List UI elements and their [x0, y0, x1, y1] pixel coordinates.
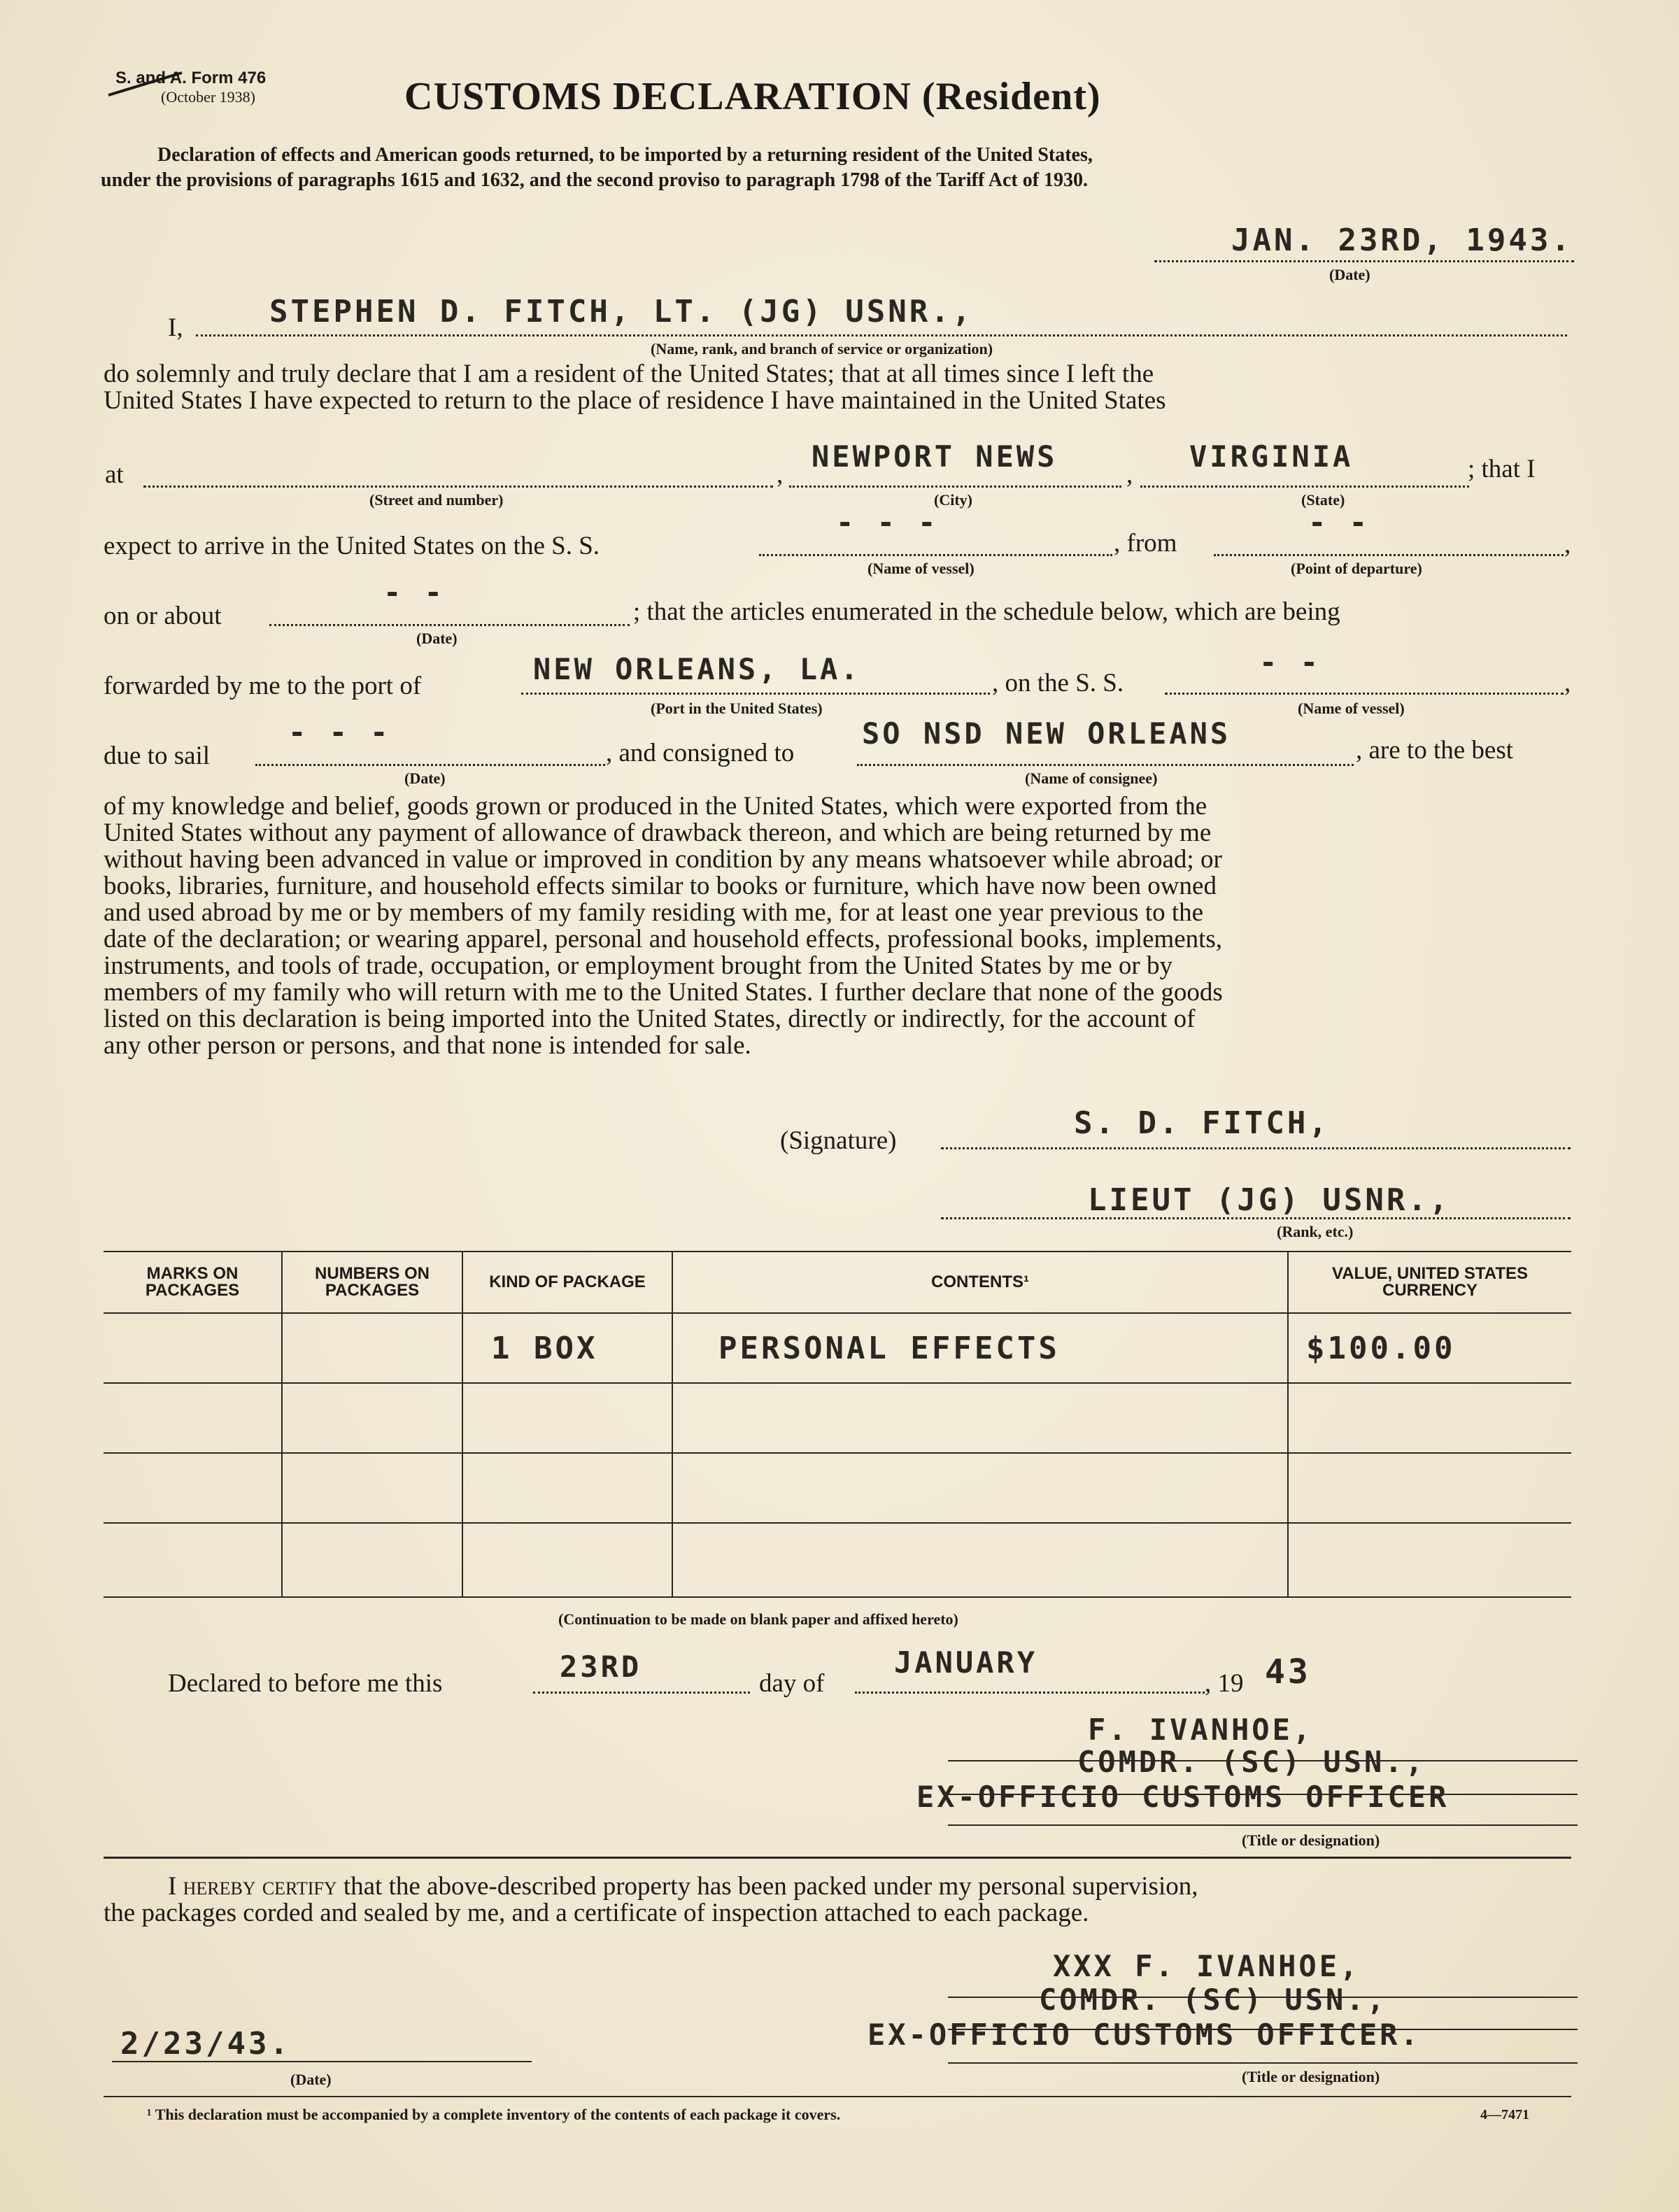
paragraph-line: listed on this declaration is being imported into the United States, directly or indirectly, for the account of — [104, 1005, 1196, 1033]
officer2-line1: XXX F. IVANHOE, — [1053, 1949, 1361, 1983]
paragraph-line: without having been advanced in value or improved in condition by any means whatsoever while abroad; or — [104, 845, 1222, 874]
paragraph-line: United States without any payment of allowance of drawback thereon, and which are being returned by me — [104, 818, 1212, 847]
city-underline — [789, 485, 1121, 488]
day-underline — [533, 1692, 750, 1694]
subtitle-line2: under the provisions of paragraphs 1615 and 1632, and the second proviso to paragraph 1798 of the Tariff Act of 1930. — [101, 169, 1089, 191]
state-caption: (State) — [1301, 491, 1345, 509]
header-contents: CONTENTS¹ — [672, 1252, 1288, 1313]
about-underline — [269, 624, 630, 626]
sail-label: due to sail — [104, 742, 211, 770]
street-underline — [143, 485, 773, 488]
row-numbers — [282, 1453, 462, 1523]
rank-underline — [941, 1217, 1571, 1219]
row-contents — [672, 1453, 1288, 1523]
row-numbers — [282, 1383, 462, 1453]
rank-caption: (Rank, etc.) — [1277, 1223, 1354, 1240]
officer1-line1: F. IVANHOE, — [1088, 1713, 1314, 1747]
row-value — [1288, 1453, 1571, 1523]
section-divider — [104, 1857, 1571, 1859]
certification-date-caption: (Date) — [290, 2071, 332, 2088]
cert-date-underline — [112, 2061, 532, 2062]
name-underline — [196, 334, 1567, 336]
row-kind — [462, 1383, 672, 1453]
comma-sep: , — [777, 460, 784, 489]
ss-value: - - — [1259, 645, 1321, 679]
ss-underline — [1165, 693, 1564, 695]
declared-month-value: JANUARY — [894, 1645, 1038, 1680]
header-value: VALUE, UNITED STATES CURRENCY — [1288, 1252, 1571, 1313]
row-kind — [462, 1453, 672, 1523]
vessel-underline — [759, 554, 1112, 556]
declarant-prefix: I, — [168, 313, 183, 342]
header-kind: KIND OF PACKAGE — [462, 1252, 672, 1313]
footnote: ¹ This declaration must be accompanied by a complete inventory of the contents of each package it covers. — [147, 2106, 841, 2123]
continuation-note: (Continuation to be made on blank paper and affixed hereto) — [558, 1610, 958, 1628]
row-kind — [462, 1523, 672, 1597]
officer1-line2: COMDR. (SC) USN., — [1077, 1745, 1426, 1779]
declared-day-value: 23RD — [560, 1650, 642, 1684]
forwarding-label: forwarded by me to the port of — [104, 672, 422, 700]
comma-sep-2: , — [1126, 460, 1133, 489]
row-value — [1288, 1383, 1571, 1453]
signature-underline — [941, 1147, 1571, 1149]
row-marks — [104, 1453, 282, 1523]
page-title: CUSTOMS DECLARATION (Resident) — [404, 75, 1101, 118]
header-numbers: NUMBERS ON PACKAGES — [282, 1252, 462, 1313]
signature-label: (Signature) — [780, 1126, 897, 1155]
certification-lead: I hereby certify — [168, 1872, 337, 1901]
port-caption: (Port in the United States) — [651, 700, 823, 717]
arrival-vessel-value: - - - — [836, 505, 939, 539]
declaration-line2: United States I have expected to return to the place of residence I have maintained in the United States — [104, 386, 1166, 415]
declaration-paragraph — [104, 793, 1573, 1059]
row-marks — [104, 1313, 282, 1383]
footer-divider — [104, 2096, 1571, 2097]
forwarding-suffix: , are to the best — [1356, 736, 1513, 765]
row-value: $100.00 — [1288, 1313, 1571, 1383]
from-label: , from — [1114, 529, 1177, 558]
consignee-value: SO NSD NEW ORLEANS — [862, 716, 1231, 751]
ss-caption: (Name of vessel) — [1298, 700, 1405, 717]
month-underline — [855, 1692, 1205, 1694]
table-row — [104, 1313, 1571, 1383]
certification-line1-rest: that the above-described property has been packed under my personal supervision, — [336, 1872, 1198, 1901]
state-underline — [1140, 485, 1469, 488]
pen-mark-icon — [105, 70, 189, 98]
ss-label: , on the S. S. — [992, 669, 1124, 697]
consignee-underline — [857, 764, 1354, 766]
officer1-caption: (Title or designation) — [1242, 1831, 1380, 1849]
certification-date-value: 2/23/43. — [120, 2026, 291, 2062]
header-marks: MARKS ON PACKAGES — [104, 1252, 282, 1313]
form-date: (October 1938) — [161, 88, 256, 106]
officer2-rule-3 — [948, 2062, 1578, 2064]
table-row — [104, 1523, 1571, 1597]
officer2-caption: (Title or designation) — [1242, 2068, 1380, 2085]
arrival-label: expect to arrive in the United States on the S. S. — [104, 532, 600, 560]
street-caption: (Street and number) — [369, 491, 504, 509]
paragraph-line: instruments, and tools of trade, occupation, or employment brought from the United States by me or by — [104, 951, 1173, 980]
comma-sep-4: , — [1564, 669, 1571, 697]
declared-year-value: 43 — [1265, 1652, 1311, 1692]
officer2-line3: EX-OFFICIO CUSTOMS OFFICER. — [867, 2018, 1421, 2052]
row-marks — [104, 1523, 282, 1597]
date-caption: (Date) — [1329, 266, 1370, 283]
date-underline — [1154, 260, 1574, 262]
city-caption: (City) — [934, 491, 972, 509]
rank-value: LIEUT (JG) USNR., — [1088, 1182, 1451, 1218]
departure-value: - - — [1308, 505, 1370, 539]
declaration-line1: do solemnly and truly declare that I am a resident of the United States; that at all times since I left the — [104, 360, 1154, 388]
paragraph-line: books, libraries, furniture, and household effects similar to books or furniture, which have now been owned — [104, 872, 1217, 900]
row-contents: PERSONAL EFFECTS — [672, 1313, 1288, 1383]
about-label: on or about — [104, 602, 222, 630]
declaration-date-value: JAN. 23RD, 1943. — [1231, 222, 1573, 258]
consigned-label: , and consigned to — [606, 739, 795, 767]
row-kind: 1 BOX — [462, 1313, 672, 1383]
name-caption: (Name, rank, and branch of service or organization) — [651, 340, 993, 357]
port-value: NEW ORLEANS, LA. — [533, 652, 861, 686]
year-prefix: , 19 — [1205, 1669, 1244, 1698]
certification-line2: the packages corded and sealed by me, and a certificate of inspection attached to each package. — [104, 1899, 1089, 1927]
officer2-line2: COMDR. (SC) USN., — [1039, 1983, 1387, 2017]
declared-label: Declared to before me this — [168, 1669, 443, 1698]
officer1-rule-3 — [948, 1824, 1578, 1826]
paragraph-line: members of my family who will return with me to the United States. I further declare that none of the goods — [104, 978, 1223, 1007]
state-value: VIRGINIA — [1189, 439, 1354, 474]
paragraph-line: and used abroad by me or by members of my family residing with me, for at least one year previous to the — [104, 898, 1204, 927]
table-row — [104, 1453, 1571, 1523]
consignee-caption: (Name of consignee) — [1025, 770, 1158, 787]
about-value: - - — [383, 575, 445, 609]
table-row — [104, 1383, 1571, 1453]
sail-value: - - - — [288, 715, 391, 749]
about-caption: (Date) — [416, 630, 458, 647]
port-underline — [521, 693, 990, 695]
row-contents — [672, 1383, 1288, 1453]
residence-suffix: ; that I — [1468, 455, 1536, 483]
row-marks — [104, 1383, 282, 1453]
departure-underline — [1214, 554, 1564, 556]
schedule-header-row — [104, 1252, 1571, 1313]
form-number: S. and A. Form 476 — [115, 69, 267, 87]
row-contents — [672, 1523, 1288, 1597]
about-suffix: ; that the articles enumerated in the schedule below, which are being — [633, 597, 1340, 626]
arrival-vessel-caption: (Name of vessel) — [867, 560, 975, 577]
print-code: 4—7471 — [1480, 2107, 1529, 2122]
day-of-label: day of — [759, 1669, 825, 1698]
subtitle-line1: Declaration of effects and American goods returned, to be imported by a returning resident of the United States, — [157, 144, 1093, 166]
city-value: NEWPORT NEWS — [812, 439, 1058, 474]
officer1-line3: EX-OFFICIO CUSTOMS OFFICER — [916, 1780, 1450, 1814]
paragraph-line: of my knowledge and belief, goods grown or produced in the United States, which were exported from the — [104, 792, 1207, 821]
at-label: at — [105, 460, 124, 489]
departure-caption: (Point of departure) — [1291, 560, 1422, 577]
schedule-table — [104, 1251, 1571, 1598]
sail-underline — [255, 764, 605, 766]
row-numbers — [282, 1313, 462, 1383]
row-numbers — [282, 1523, 462, 1597]
sail-caption: (Date) — [404, 770, 446, 787]
paragraph-line: date of the declaration; or wearing apparel, personal and household effects, professional books, implements, — [104, 925, 1223, 953]
row-value — [1288, 1523, 1571, 1597]
comma-sep-3: , — [1564, 530, 1571, 559]
certification-line1 — [168, 1873, 1198, 1900]
declarant-name-value: STEPHEN D. FITCH, LT. (JG) USNR., — [269, 294, 974, 329]
paragraph-line: any other person or persons, and that none is intended for sale. — [104, 1031, 751, 1060]
signature-value: S. D. FITCH, — [1074, 1105, 1330, 1141]
